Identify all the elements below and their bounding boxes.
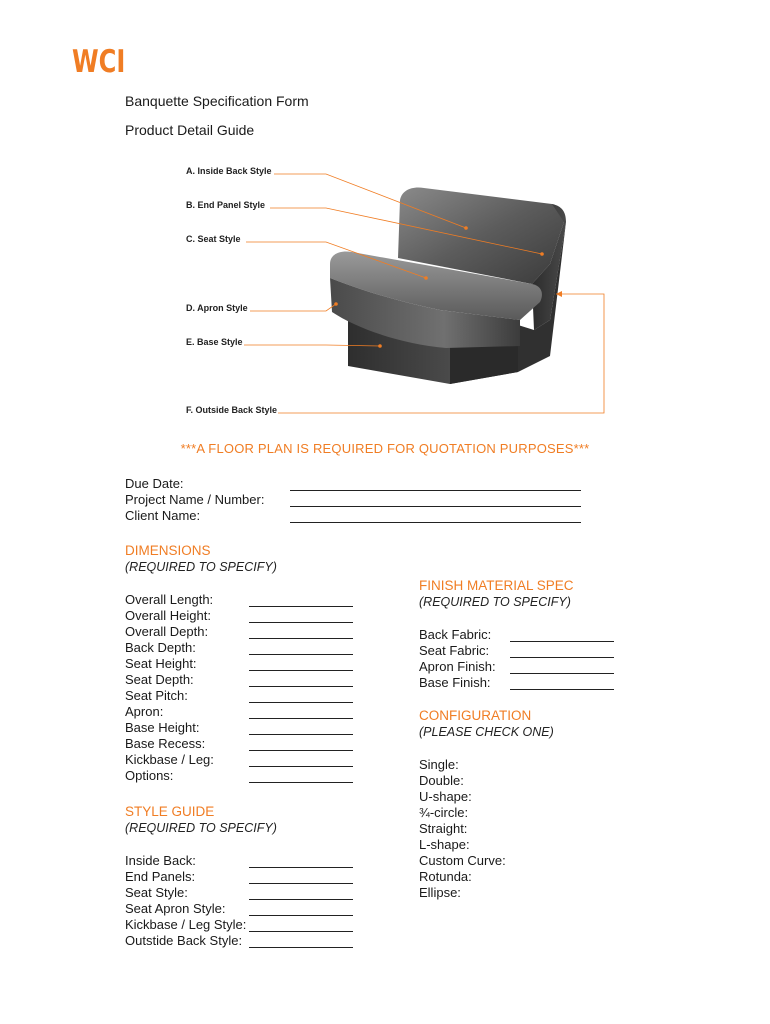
field-line[interactable] bbox=[249, 654, 353, 655]
finish-material-heading: FINISH MATERIAL SPEC bbox=[419, 578, 574, 593]
client-name-field[interactable] bbox=[125, 508, 581, 524]
field-label: Kickbase / Leg Style: bbox=[125, 917, 247, 932]
dimensions-fields bbox=[125, 592, 355, 784]
style-field[interactable] bbox=[125, 869, 355, 885]
finish-field[interactable] bbox=[419, 659, 619, 675]
due-date-field[interactable] bbox=[125, 476, 581, 492]
form-subtitle: Product Detail Guide bbox=[125, 122, 255, 138]
form-title: Banquette Specification Form bbox=[125, 93, 309, 109]
style-field[interactable] bbox=[125, 853, 355, 869]
field-line[interactable] bbox=[249, 899, 353, 900]
field-label: Base Height: bbox=[125, 720, 200, 735]
field-label: Client Name: bbox=[125, 508, 201, 523]
field-line[interactable] bbox=[249, 947, 353, 948]
callout-label: D. Apron Style bbox=[186, 303, 248, 313]
field-label: Inside Back: bbox=[125, 853, 196, 868]
field-label: End Panels: bbox=[125, 869, 196, 884]
dimension-field[interactable] bbox=[125, 672, 355, 688]
field-label: Overall Length: bbox=[125, 592, 214, 607]
field-label: Options: bbox=[125, 768, 174, 783]
field-line[interactable] bbox=[249, 686, 353, 687]
floor-plan-notice: ***A FLOOR PLAN IS REQUIRED FOR QUOTATION PURPOSES*** bbox=[180, 441, 590, 456]
callout-label: B. End Panel Style bbox=[186, 200, 266, 210]
field-label: Seat Depth: bbox=[125, 672, 194, 687]
field-label: Seat Style: bbox=[125, 885, 188, 900]
dimension-field[interactable] bbox=[125, 736, 355, 752]
field-label: Apron Finish: bbox=[419, 659, 496, 674]
configuration-option[interactable]: ¾-circle: bbox=[419, 805, 469, 820]
field-label: Outstide Back Style: bbox=[125, 933, 243, 948]
field-label: Seat Apron Style: bbox=[125, 901, 226, 916]
dimension-field[interactable] bbox=[125, 592, 355, 608]
dimension-field[interactable] bbox=[125, 608, 355, 624]
configuration-option[interactable]: Ellipse: bbox=[419, 885, 461, 900]
field-line[interactable] bbox=[249, 670, 353, 671]
configuration-option[interactable]: U-shape: bbox=[419, 789, 472, 804]
field-label: Overall Height: bbox=[125, 608, 211, 623]
dimension-field[interactable] bbox=[125, 768, 355, 784]
configuration-option[interactable]: Single: bbox=[419, 757, 459, 772]
style-guide-heading: STYLE GUIDE bbox=[125, 804, 215, 819]
field-line[interactable] bbox=[249, 867, 353, 868]
field-line[interactable] bbox=[290, 522, 581, 523]
field-line[interactable] bbox=[290, 490, 581, 491]
dimension-field[interactable] bbox=[125, 704, 355, 720]
configuration-options bbox=[419, 757, 619, 901]
field-label: Apron: bbox=[125, 704, 164, 719]
field-label: Seat Height: bbox=[125, 656, 197, 671]
configuration-option[interactable]: L-shape: bbox=[419, 837, 470, 852]
configuration-option[interactable]: Double: bbox=[419, 773, 464, 788]
field-line[interactable] bbox=[249, 638, 353, 639]
style-guide-fields bbox=[125, 853, 355, 949]
style-field[interactable] bbox=[125, 885, 355, 901]
configuration-note: (PLEASE CHECK ONE) bbox=[419, 725, 554, 739]
finish-material-fields bbox=[419, 627, 619, 691]
dimension-field[interactable] bbox=[125, 656, 355, 672]
callout-label: A. Inside Back Style bbox=[186, 166, 272, 176]
banquette-diagram bbox=[180, 160, 610, 422]
dimensions-note: (REQUIRED TO SPECIFY) bbox=[125, 560, 277, 574]
style-field[interactable] bbox=[125, 933, 355, 949]
finish-field[interactable] bbox=[419, 675, 619, 691]
field-label: Base Finish: bbox=[419, 675, 491, 690]
field-label: Due Date: bbox=[125, 476, 184, 491]
field-line[interactable] bbox=[510, 657, 614, 658]
field-line[interactable] bbox=[249, 883, 353, 884]
finish-material-note: (REQUIRED TO SPECIFY) bbox=[419, 595, 571, 609]
style-field[interactable] bbox=[125, 917, 355, 933]
field-line[interactable] bbox=[249, 931, 353, 932]
field-line[interactable] bbox=[510, 641, 614, 642]
callout-label: E. Base Style bbox=[186, 337, 243, 347]
dimension-field[interactable] bbox=[125, 752, 355, 768]
field-line[interactable] bbox=[249, 702, 353, 703]
dimension-field[interactable] bbox=[125, 640, 355, 656]
field-line[interactable] bbox=[510, 689, 614, 690]
field-line[interactable] bbox=[249, 750, 353, 751]
field-line[interactable] bbox=[249, 622, 353, 623]
finish-field[interactable] bbox=[419, 627, 619, 643]
style-field[interactable] bbox=[125, 901, 355, 917]
configuration-option[interactable]: Rotunda: bbox=[419, 869, 472, 884]
field-label: Project Name / Number: bbox=[125, 492, 265, 507]
field-line[interactable] bbox=[249, 734, 353, 735]
field-line[interactable] bbox=[249, 718, 353, 719]
callout-label: F. Outside Back Style bbox=[186, 405, 278, 415]
field-line[interactable] bbox=[510, 673, 614, 674]
callout-label: C. Seat Style bbox=[186, 234, 241, 244]
configuration-heading: CONFIGURATION bbox=[419, 708, 532, 723]
configuration-option[interactable]: Straight: bbox=[419, 821, 468, 836]
finish-field[interactable] bbox=[419, 643, 619, 659]
style-guide-note: (REQUIRED TO SPECIFY) bbox=[125, 821, 277, 835]
configuration-option[interactable]: Custom Curve: bbox=[419, 853, 506, 868]
dimension-field[interactable] bbox=[125, 688, 355, 704]
dimensions-heading: DIMENSIONS bbox=[125, 543, 211, 558]
field-label: Seat Pitch: bbox=[125, 688, 188, 703]
field-label: Base Recess: bbox=[125, 736, 206, 751]
field-label: Kickbase / Leg: bbox=[125, 752, 214, 767]
field-label: Overall Depth: bbox=[125, 624, 209, 639]
field-label: Seat Fabric: bbox=[419, 643, 490, 658]
field-label: Back Fabric: bbox=[419, 627, 492, 642]
field-line[interactable] bbox=[290, 506, 581, 507]
dimension-field[interactable] bbox=[125, 720, 355, 736]
field-line[interactable] bbox=[249, 766, 353, 767]
field-line[interactable] bbox=[249, 915, 353, 916]
field-line[interactable] bbox=[249, 606, 353, 607]
field-line[interactable] bbox=[249, 782, 353, 783]
wci-logo: WCI bbox=[72, 44, 126, 80]
project-name-field[interactable] bbox=[125, 492, 581, 508]
dimension-field[interactable] bbox=[125, 624, 355, 640]
field-label: Back Depth: bbox=[125, 640, 196, 655]
